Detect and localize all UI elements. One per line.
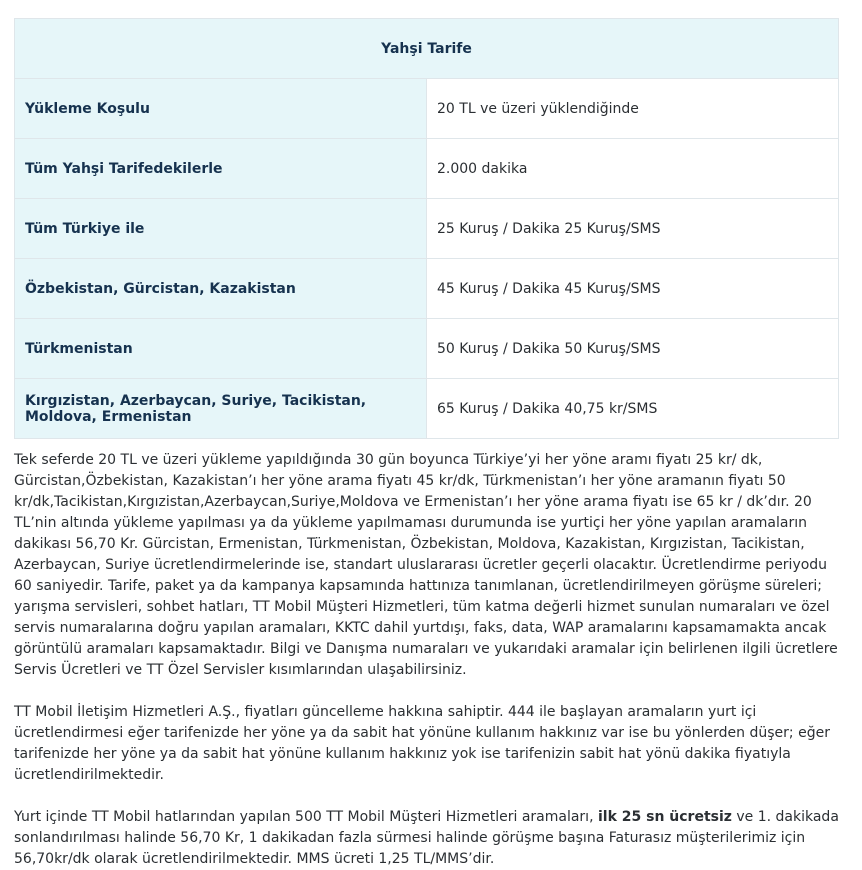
terms-text (14, 450, 840, 870)
table-row (15, 379, 839, 439)
row-value: 50 Kuruş / Dakika 50 Kuruş/SMS (427, 319, 839, 379)
row-label: Yükleme Koşulu (15, 79, 427, 139)
paragraph-3-end: ve 1. dakikada sonlandırılması halinde 56,70 Kr, 1 dakikadan fazla sürmesi halinde görüşme başına Faturasız müşterilerimiz için 56,70kr/dk olarak ücretlendirilmektedir. MMS ücreti 1,25 TL/MMS’dir. (14, 809, 839, 867)
table-row (15, 319, 839, 379)
terms-paragraph-2: TT Mobil İletişim Hizmetleri A.Ş., fiyatları güncelleme hakkına sahiptir. 444 ile başlayan aramaların yurt içi ücretlendirmesi eğer tarifenizde her yöne ya da sabit hat yönüne kullanım hakkınız var ise bu yönlerden düşer; eğer tarifenizde her yöne ya da sabit hat yönüne kullanım hakkınız yok ise tarifenizin sabit hat yönü dakika fiyatıyla ücretlendirilmektedir. (14, 704, 830, 783)
row-label: Özbekistan, Gürcistan, Kazakistan (15, 259, 427, 319)
tariff-table (14, 18, 839, 439)
free-seconds-highlight: ilk 25 sn ücretsiz (597, 809, 732, 825)
table-row (15, 259, 839, 319)
row-value: 45 Kuruş / Dakika 45 Kuruş/SMS (427, 259, 839, 319)
paragraph-3-start: Yurt içinde TT Mobil hatlarından yapılan 500 TT Mobil Müşteri Hizmetleri aramaları, (14, 809, 598, 825)
table-header-row (15, 19, 839, 79)
row-label: Tüm Yahşi Tarifedekilerle (15, 139, 427, 199)
terms-paragraph-1: Tek seferde 20 TL ve üzeri yükleme yapıldığında 30 gün boyunca Türkiye’yi her yöne aramı fiyatı 25 kr/ dk, Gürcistan,Özbekistan, Kazakistan’ı her yöne arama fiyatı 45 kr/dk, Türkmenistan’ı her yöne aramanın fiyatı 50 kr/dk,Tacikistan,Kırgızistan,Azerbaycan,Suriye,Moldova ve Ermenistan’ı her yöne arama fiyatı ise 65 kr / dk’dır. 20 TL’nin altında yükleme yapılması ya da yükleme yapılmaması durumunda ise yurtiçi her yöne yapılan aramaların dakikası 56,70 Kr. Gürcistan, Ermenistan, Türkmenistan, Özbekistan, Moldova, Kazakistan, Kırgızistan, Tacikistan, Azerbaycan, Suriye ücretlendirmelerinde ise, standart uluslararası ücretler geçerli olacaktır. Ücretlendirme periyodu 60 saniyedir. Tarife, paket ya da kampanya kapsamında hattınıza tanımlanan, ücretlendirilmeyen görüşme süreleri; yarışma servisleri, sohbet hatları, TT Mobil Müşteri Hizmetleri, tüm katma değerli hizmet sunulan numaraları ve özel servis numaralarına doğru yapılan aramaları, KKTC dahil yurtdışı, faks, data, WAP aramalarını kapsamamakta ancak görüntülü aramaları kapsamaktadır. Bilgi ve Danışma numaraları ve yukarıdaki aramalar için belirlenen ilgili ücretlere Servis Ücretleri ve TT Özel Servisler kısımlarından ulaşabilirsiniz. (14, 452, 838, 678)
table-row (15, 79, 839, 139)
table-title: Yahşi Tarife (15, 19, 839, 79)
row-value: 2.000 dakika (427, 139, 839, 199)
table-row (15, 199, 839, 259)
row-label: Tüm Türkiye ile (15, 199, 427, 259)
row-label: Kırgızistan, Azerbaycan, Suriye, Tacikistan, Moldova, Ermenistan (15, 379, 427, 439)
row-label: Türkmenistan (15, 319, 427, 379)
terms-paragraph-3 (14, 807, 840, 870)
row-value: 25 Kuruş / Dakika 25 Kuruş/SMS (427, 199, 839, 259)
row-value: 65 Kuruş / Dakika 40,75 kr/SMS (427, 379, 839, 439)
table-row (15, 139, 839, 199)
row-value: 20 TL ve üzeri yüklendiğinde (427, 79, 839, 139)
